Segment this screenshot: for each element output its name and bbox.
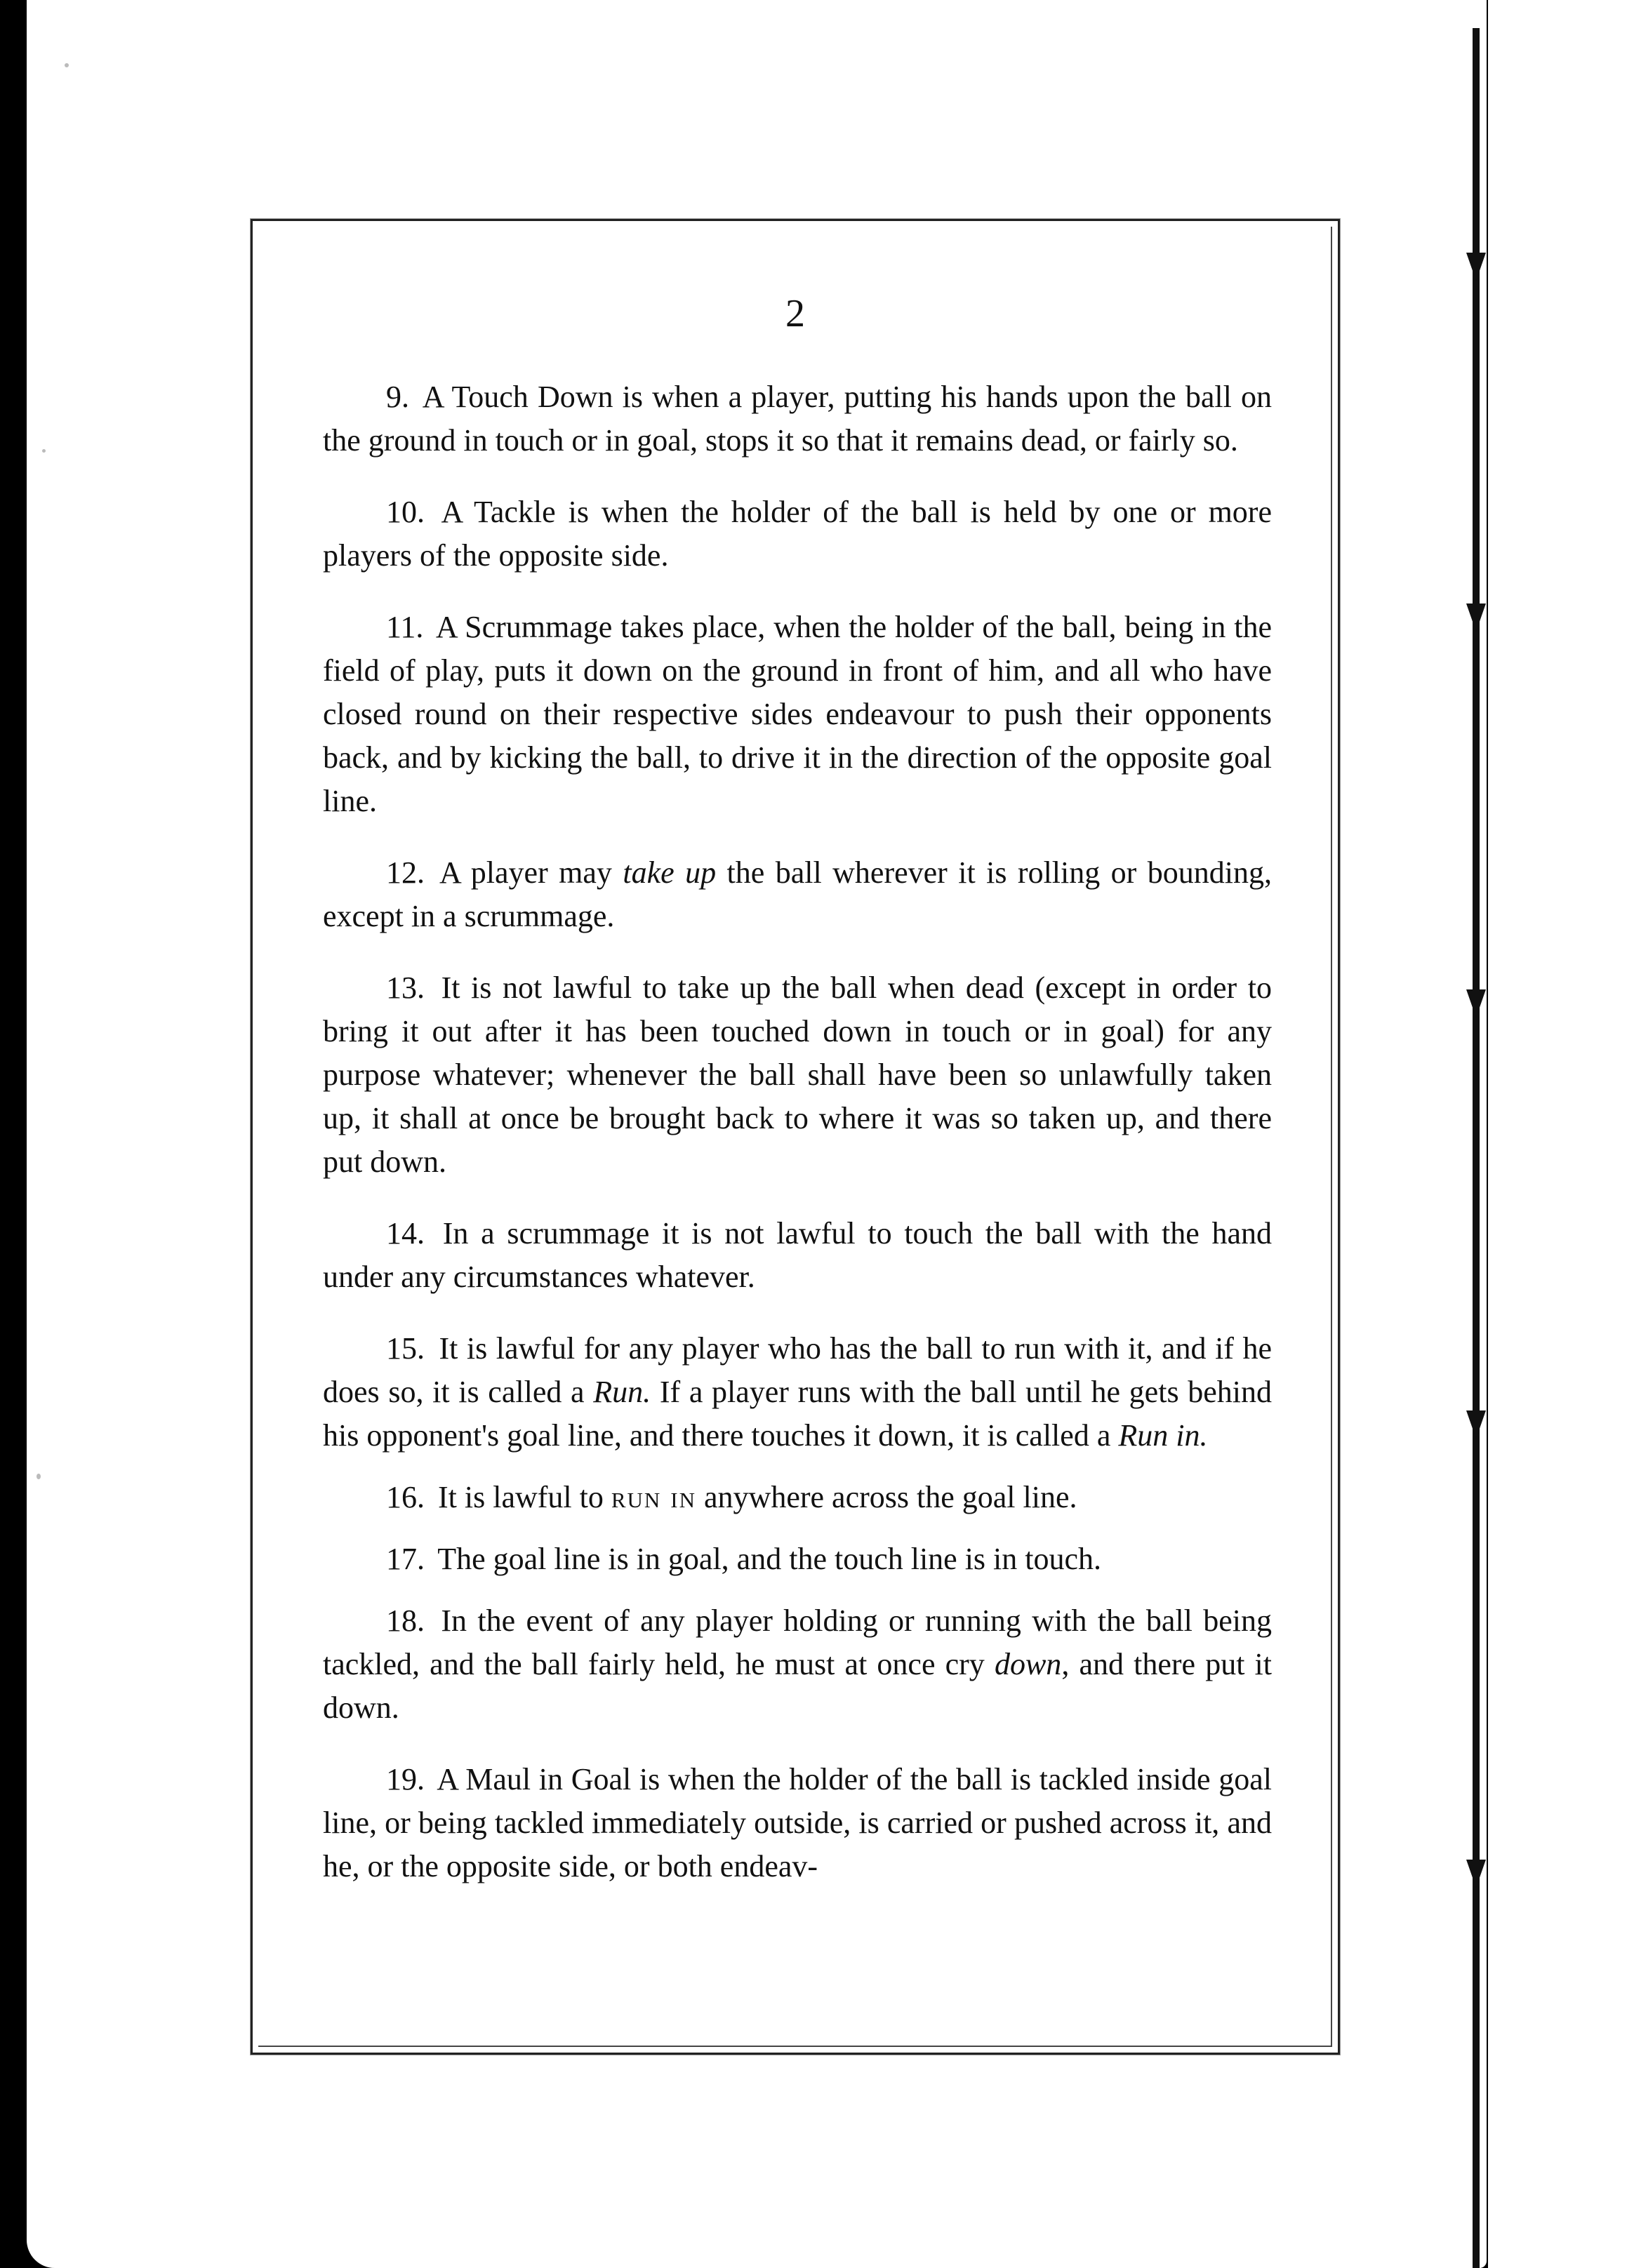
rule-number: 10. [386,495,425,529]
rule-text: A Maul in Goal is when the holder of the ball is tackled inside goal line, or being tackled immediately outside, is carried or pushed across it, and he, or the opposite side, or both endeav- [323,1762,1272,1883]
rule-14 [323,1212,1272,1299]
rule-15 [323,1327,1272,1457]
rule-number: 11. [386,610,424,644]
binding-spine [1473,28,1480,2268]
rule-text: The goal line is in goal, and the touch line is in touch. [437,1542,1102,1576]
rule-text: A Tackle is when the holder of the ball is held by one or more players of the opposite side. [323,495,1272,573]
rule-text-italic: Run. [593,1375,651,1409]
rule-number: 12. [386,855,425,890]
page-number: 2 [785,292,805,335]
rule-number: 9. [386,380,409,414]
rule-text: the ball wherever it is rolling or bounding, except in a scrummage. [323,855,1273,933]
rule-number: 19. [386,1762,425,1796]
rule-text: It is not lawful to take up the ball when dead (except in order to bring it out after it has been touched down in touch or in goal) for any purpose whatever; whenever the ball shall have been so unlawfully taken up, it shall at once be brought back to where it was so taken up, and there put down. [323,970,1272,1179]
rule-text-italic: take up [623,855,717,890]
rule-number: 17. [386,1542,425,1576]
rule-text: anywhere across the goal line. [696,1480,1077,1514]
rule-19 [323,1758,1272,1888]
rule-13 [323,966,1272,1184]
rule-text: It is lawful for any player who has the ball to run with it, and if he does so, it is called a [323,1331,1273,1409]
rule-16 [323,1476,1272,1519]
rule-number: 13. [386,970,425,1005]
rule-number: 14. [386,1216,425,1250]
facing-page-edge [1488,0,1634,2268]
rules-text [323,375,1272,1916]
rule-text: It is lawful to [438,1480,611,1514]
rule-number: 16. [386,1480,425,1514]
rule-number: 18. [386,1603,425,1638]
rule-9 [323,375,1272,462]
rule-text: In the event of any player holding or running with the ball being tackled, and the ball fairly held, he must at once cry [323,1603,1273,1681]
rule-number: 15. [386,1331,425,1366]
rule-18 [323,1599,1272,1730]
rule-text: A Touch Down is when a player, putting his hands upon the ball on the ground in touch or in goal, stops it so that it remains dead, or fairly so. [323,380,1272,458]
page-frame [251,219,1340,2055]
rule-10 [323,491,1272,578]
rule-text: A player may [439,855,623,890]
rule-text-italic: down [994,1647,1062,1681]
rule-text-italic: Run in. [1118,1418,1208,1453]
rule-17 [323,1537,1272,1581]
rule-12 [323,851,1272,938]
speck [65,63,69,67]
rule-text: , and there put it down. [323,1647,1273,1725]
speck [36,1474,41,1479]
rule-text: If a player runs with the ball until he gets behind his opponent's goal line, and there touches it down, it is called a [323,1375,1272,1453]
rule-11 [323,606,1272,823]
rule-text: A Scrummage takes place, when the holder of the ball, being in the field of play, puts it down on the ground in front of him, and all who have closed round on their respective sides endeavour to push their opponents back, and by kicking the ball, to drive it in the direction of the opposite goal line. [323,610,1272,818]
rule-text-smallcaps: run in [611,1480,697,1514]
speck [42,449,46,453]
rule-text: In a scrummage it is not lawful to touch the ball with the hand under any circumstances whatever. [323,1216,1273,1294]
